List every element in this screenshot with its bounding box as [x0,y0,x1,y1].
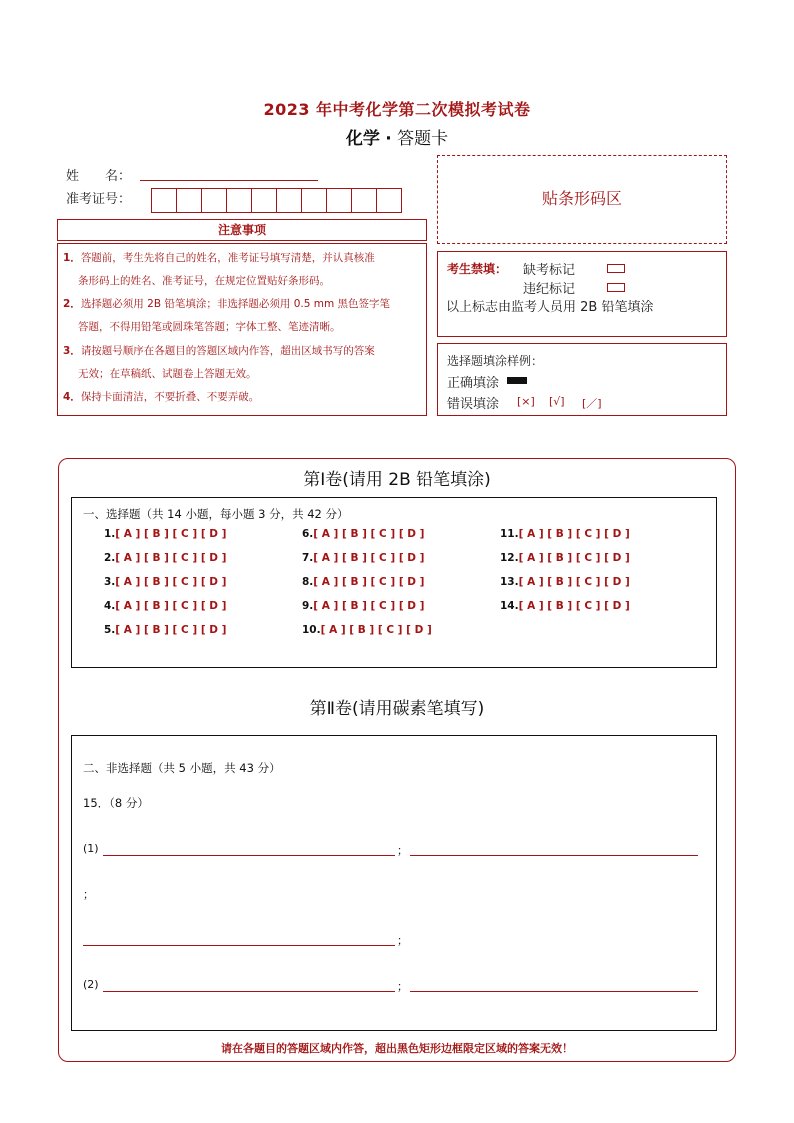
page-subtitle [0,124,794,149]
question-row[interactable]: 3.[ A ] [ B ] [ C ] [ D ] [104,576,227,588]
exam-id-digit-box[interactable] [226,188,251,213]
notice-line: 无效；在草稿纸、试题卷上答题无效。 [78,368,257,380]
semicolon: ； [397,980,408,993]
answer-line[interactable] [103,990,395,992]
correct-fill-label: 正确填涂 [447,376,500,391]
absent-label: 缺考标记 [523,263,576,278]
question-row[interactable]: 6.[ A ] [ B ] [ C ] [ D ] [302,528,425,540]
notice-heading: 注意事项 [57,219,427,241]
fill-sample-title: 选择题填涂样例： [447,354,544,368]
name-field[interactable] [140,180,318,181]
question-row[interactable]: 13.[ A ] [ B ] [ C ] [ D ] [500,576,630,588]
part2-title: 第Ⅱ卷(请用碳素笔填写) [309,699,485,719]
exam-id-digit-box[interactable] [176,188,201,213]
question-row[interactable]: 14.[ A ] [ B ] [ C ] [ D ] [500,600,630,612]
exam-id-digit-box[interactable] [201,188,226,213]
free-response-box [71,735,717,1031]
question-row[interactable]: 1.[ A ] [ B ] [ C ] [ D ] [104,528,227,540]
question-row[interactable]: 4.[ A ] [ B ] [ C ] [ D ] [104,600,227,612]
page-title: 2023 年中考化学第二次模拟考试卷 [263,100,531,119]
question-15-label: 15．（8 分） [83,796,149,810]
semicolon: ； [83,888,94,901]
exam-id-digit-box[interactable] [251,188,276,213]
question-row[interactable]: 12.[ A ] [ B ] [ C ] [ D ] [500,552,630,564]
notice-line: 条形码上的姓名、准考证号，在规定位置贴好条形码。 [78,275,330,287]
name-label: 姓 名： [66,169,132,184]
answer-line[interactable] [410,990,698,992]
answer-line[interactable] [83,944,395,946]
exam-id-label: 准考证号： [66,192,132,207]
notice-line: 4．保持卡面清洁，不要折叠、不要弄破。 [63,391,260,403]
wrong-mark-check: [√] [549,395,565,408]
answer-line[interactable] [410,854,698,856]
violation-label: 违纪标记 [523,282,576,297]
question-row[interactable]: 2.[ A ] [ B ] [ C ] [ D ] [104,552,227,564]
violation-checkbox[interactable] [607,283,625,292]
exam-id-digit-box[interactable] [301,188,326,213]
invigilator-note: 以上标志由监考人员用 2B 铅笔填涂 [446,300,654,315]
part1-title: 第Ⅰ卷(请用 2B 铅笔填涂) [303,470,491,490]
exam-id-boxes [151,188,402,213]
wrong-mark-cross: [×] [517,395,535,408]
semicolon: ； [397,844,408,857]
question-row[interactable]: 5.[ A ] [ B ] [ C ] [ D ] [104,624,227,636]
semicolon: ； [397,934,408,947]
notice-line: 2．选择题必须用 2B 铅笔填涂；非选择题必须用 0.5 mm 黑色签字笔 [63,298,391,310]
multiple-choice-heading: 一、选择题（共 14 小题，每小题 3 分，共 42 分） [83,507,349,521]
correct-fill-mark [507,377,527,384]
barcode-label: 贴条形码区 [541,189,622,208]
question-row[interactable]: 11.[ A ] [ B ] [ C ] [ D ] [500,528,630,540]
sub-question-1-label: (1) [83,842,99,855]
exam-id-digit-box[interactable] [351,188,376,213]
exam-id-digit-box[interactable] [276,188,301,213]
free-response-heading: 二、非选择题（共 5 小题，共 43 分） [83,761,281,775]
question-row[interactable]: 8.[ A ] [ B ] [ C ] [ D ] [302,576,425,588]
notice-line: 答题，不得用铅笔或圆珠笔答题；字体工整、笔迹清晰。 [78,321,341,333]
forbid-title: 考生禁填： [447,262,508,276]
absent-checkbox[interactable] [607,264,625,273]
answer-line[interactable] [103,854,395,856]
wrong-fill-label: 错误填涂 [447,397,500,412]
subject-label: 化学 [345,129,380,149]
exam-id-digit-box[interactable] [376,188,402,213]
exam-id-digit-box[interactable] [326,188,351,213]
exam-id-digit-box[interactable] [151,188,176,213]
card-label: 答题卡 [397,129,449,149]
wrong-mark-slash: [／] [582,397,602,410]
question-row[interactable]: 7.[ A ] [ B ] [ C ] [ D ] [302,552,425,564]
question-row[interactable]: 9.[ A ] [ B ] [ C ] [ D ] [302,600,425,612]
subtitle-separator: · [385,129,392,149]
notice-line: 1．答题前，考生先将自己的姓名，准考证号填写清楚，并认真核准 [63,252,375,264]
sub-question-2-label: (2) [83,978,99,991]
footer-warning: 请在各题目的答题区域内作答，超出黑色矩形边框限定区域的答案无效！ [221,1042,573,1055]
notice-line: 3．请按题号顺序在各题目的答题区域内作答，超出区域书写的答案 [63,345,375,357]
question-row[interactable]: 10.[ A ] [ B ] [ C ] [ D ] [302,624,432,636]
